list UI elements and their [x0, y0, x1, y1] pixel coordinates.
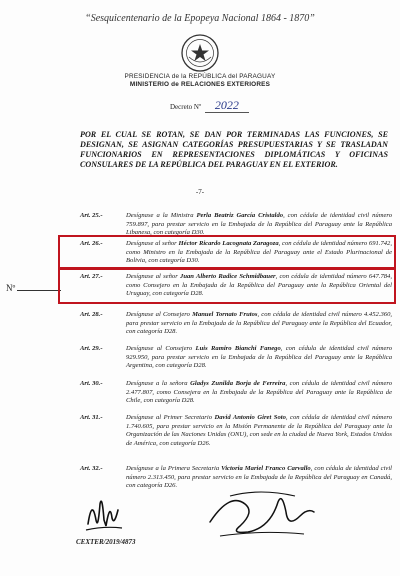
decree-label: Decreto Nº — [170, 103, 202, 111]
presidency-line: PRESIDENCIA de la REPÚBLICA del PARAGUAY — [124, 73, 276, 80]
article-label: Art. 25.- — [80, 212, 103, 219]
person-name: Manuel Tornato Frutos — [192, 311, 258, 318]
article-25 — [80, 212, 392, 238]
article-29 — [80, 345, 392, 371]
commemorative-motto: “Sesquicentenario de la Epopeya Nacional 1864 - 1870” — [85, 13, 315, 24]
article-label: Art. 28.- — [80, 311, 103, 318]
article-body: Desígnase al señor Juan Alberto Radice Schmidbauer, con cédula de identidad número 647.784, como Consejero en la Embajada de la República del Paraguay ante la República Oriental del Uruguay, con categoría D28. — [126, 273, 392, 298]
highlight-box-article-27 — [58, 268, 396, 304]
person-name: Perla Beatriz García Cristaldo — [196, 212, 284, 219]
signature-right — [200, 482, 320, 542]
article-label: Art. 32.- — [80, 465, 103, 472]
article-body: Desígnase al señor Héctor Ricardo Lacognata Zaragoza, con cédula de identidad número 691.742, como Ministro en la Embajada de la República del Paraguay ante el Estado Plurinacional de Bolivia, con categoría D30. — [126, 240, 392, 265]
person-name: Luis Ramiro Bianchi Fanego — [195, 345, 281, 352]
article-body: Desígnase al Primer Secretario David Antonio Giret Soto, con cédula de identidad civil número 1.740.605, para prestar servicio en la Misión Permanente de la República del Paraguay ante la Organización de las Naciones Unidas (ONU), con sede en la ciudad de Nueva York, Estados Unidos de América, con categoría D26. — [126, 414, 392, 447]
margin-number-label: Nº — [6, 283, 16, 293]
article-body: Desígnase a la Primera Secretaria Victoria Mariel Franco Carvallo, con cédula de identidad civil número 2.313.450, para prestar servicio en la Embajada de la República del Paraguay en Canadá, con categoría D26. — [126, 465, 392, 490]
article-body: Desígnase al Consejero Luis Ramiro Bianchi Fanego, con cédula de identidad civil número 929.950, para prestar servicio en la Embajada de la República del Paraguay ante la República Argentina, con categoría D28. — [126, 345, 393, 370]
republic-seal-icon — [180, 33, 220, 73]
article-label: Art. 31.- — [80, 414, 103, 421]
article-body: Desígnase a la señora Gladys Zunilda Borja de Ferreira, con cédula de identidad civil número 2.477.807, como Consejera en la Embajada de la República del Paraguay ante la República de Chile, con categoría D28. — [126, 380, 392, 405]
decree-number: 2022 — [205, 98, 249, 113]
person-name: Gladys Zunilda Borja de Ferreira — [190, 380, 286, 387]
article-body: Desígnase al Consejero Manuel Tornato Frutos, con cédula de identidad civil número 4.452.360, para prestar servicio en la Embajada de la República del Paraguay ante la República del Ecuador, con categoría D28. — [126, 311, 393, 336]
reference-code: CEXTER/2019/4873 — [76, 538, 136, 546]
decree-preamble: POR EL CUAL SE ROTAN, SE DAN POR TERMINADAS LAS FUNCIONES, SE DESIGNAN, SE ASIGNAN CATEGORÍAS PRESUPUESTARIAS Y SE TRASLADAN FUNCIONARIOS EN REPRESENTACIONES DIPLOMÁTICAS Y OFICINAS CONSULARES DE LA REPÚBLICA DEL PARAGUAY EN EL EXTERIOR. — [80, 130, 388, 169]
decree-number-line — [170, 98, 249, 113]
signature-left — [84, 490, 124, 534]
ministry-line: MINISTERIO de RELACIONES EXTERIORES — [129, 81, 271, 88]
margin-number-blank — [17, 290, 61, 291]
article-label: Art. 26.- — [80, 240, 103, 247]
article-label: Art. 29.- — [80, 345, 103, 352]
person-name: Héctor Ricardo Lacognata Zaragoza — [178, 240, 279, 247]
article-31 — [80, 414, 392, 448]
highlight-box-article-26 — [58, 235, 396, 269]
person-name: David Antonio Giret Soto — [214, 414, 286, 421]
person-name: Victoria Mariel Franco Carvallo — [221, 465, 311, 472]
article-body: Desígnase a la Ministra Perla Beatriz García Cristaldo, con cédula de identidad civil número 759.897, para prestar servicio en la Embajada de la República del Paraguay ante la República Libanesa, con categoría D30. — [126, 212, 392, 237]
article-label: Art. 30.- — [80, 380, 103, 387]
ministry-header — [0, 73, 400, 89]
article-30 — [80, 380, 392, 406]
person-name: Juan Alberto Radice Schmidbauer — [180, 273, 276, 280]
article-label: Art. 27.- — [80, 273, 103, 280]
article-28 — [80, 311, 392, 337]
page-number: -7- — [195, 188, 205, 196]
margin-number-mark — [6, 283, 61, 293]
